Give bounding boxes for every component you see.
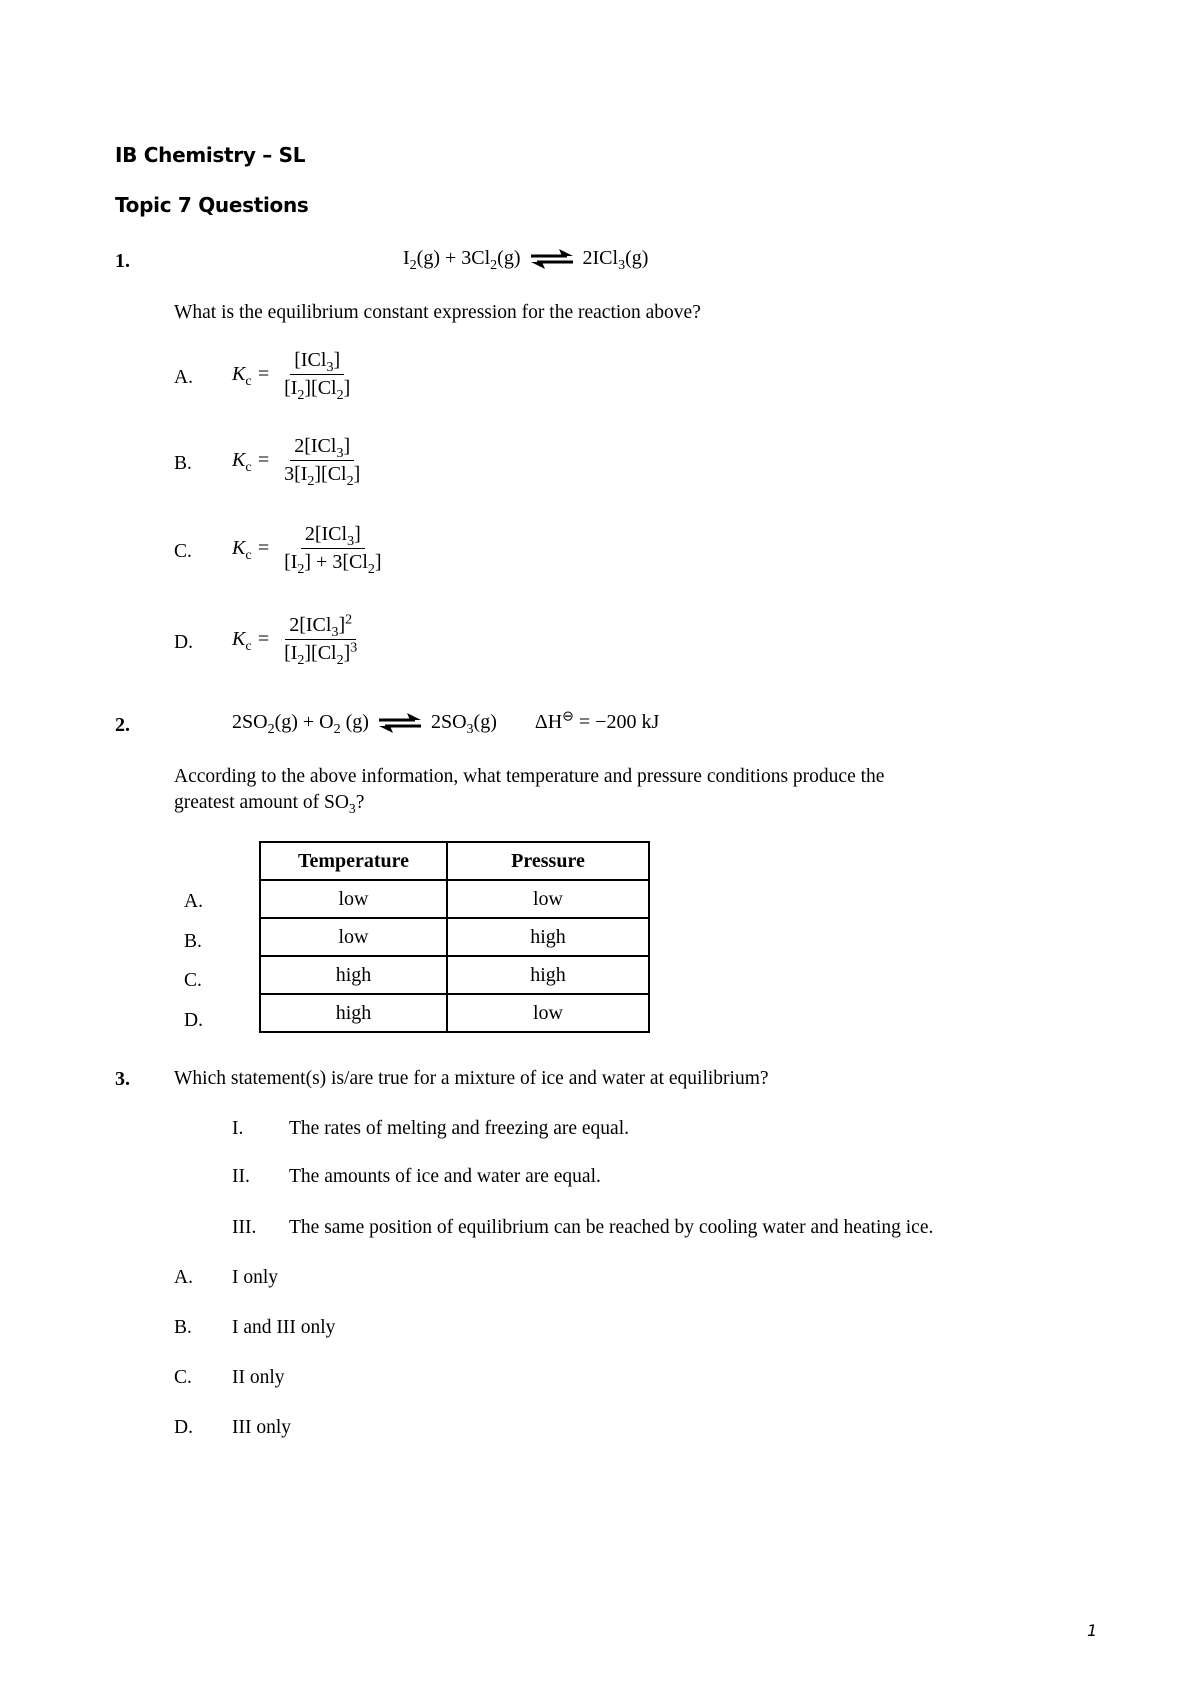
statement-3-text: The same position of equilibrium can be reached by cooling water and heating ice. (289, 1217, 934, 1238)
table-row (260, 880, 649, 918)
fraction-numerator: $2[ICl_3]^2$ (285, 614, 356, 640)
pressure-cell: high (447, 918, 649, 956)
q3-option-c-text: II only (232, 1367, 285, 1388)
table-row (260, 956, 649, 994)
table-row (260, 918, 649, 956)
temperature-header: Temperature (260, 842, 447, 880)
temperature-cell: low (260, 918, 447, 956)
temperature-cell: low (260, 880, 447, 918)
q3-option-b-text: I and III only (232, 1317, 336, 1338)
q2-products: $2SO_3(g)$ (430, 711, 497, 737)
q3-option-d-text: III only (232, 1417, 292, 1438)
table-header-row (260, 842, 649, 880)
pressure-header: Pressure (447, 842, 649, 880)
temperature-cell: high (260, 994, 447, 1032)
kc-fraction (280, 523, 386, 577)
statement-2-text: The amounts of ice and water are equal. (289, 1166, 601, 1187)
q3-option-a-text: I only (232, 1267, 279, 1288)
page-number: 1 (1087, 1621, 1098, 1640)
topic-title: Topic 7 Questions (115, 193, 309, 217)
temperature-cell: high (260, 956, 447, 994)
pressure-cell: low (447, 880, 649, 918)
pressure-cell: high (447, 956, 649, 994)
question-1-number: 1. (115, 250, 130, 272)
q1-option-b-expression (232, 435, 364, 489)
question-2-text-line-1: According to the above information, what temperature and pressure conditions produce the (174, 766, 885, 787)
kc-symbol: $K_c$ = (232, 537, 271, 563)
question-1-text: What is the equilibrium constant expression for the reaction above? (174, 302, 701, 323)
equilibrium-arrow-icon (377, 712, 423, 734)
fraction-denominator: $[I_2][Cl_2]$ (284, 377, 351, 403)
q3-option-b-letter: B. (174, 1317, 192, 1338)
kc-fraction (280, 612, 361, 668)
q1-products: 2ICl$_3$(g) (582, 247, 649, 273)
q2-enthalpy: ΔH⊖ = −200 kJ (534, 709, 660, 733)
q1-option-c-letter: C. (174, 541, 192, 562)
question-2-number: 2. (115, 714, 130, 736)
equilibrium-arrow-icon (529, 248, 575, 270)
statement-1-numeral: I. (232, 1118, 244, 1139)
fraction-numerator: 2[ICl$_3$] (301, 523, 365, 549)
q2-option-b-letter: B. (184, 931, 202, 952)
fraction-numerator: [ICl$_3$] (290, 349, 344, 375)
q1-option-c-expression (232, 523, 386, 577)
q1-option-d-letter: D. (174, 632, 193, 653)
q1-reaction-equation (403, 247, 649, 273)
q2-reactants: $2SO_2(g) + O_2$ (g) (232, 711, 369, 737)
fraction-denominator: $[I_2] + 3[Cl_2]$ (284, 551, 382, 577)
kc-symbol: $K_c$ = (232, 628, 271, 654)
pressure-cell: low (447, 994, 649, 1032)
course-title: IB Chemistry – SL (115, 143, 306, 167)
q2-option-c-letter: C. (184, 970, 202, 991)
fraction-denominator: $3[I_2][Cl_2]$ (284, 463, 361, 489)
q2-option-a-letter: A. (184, 891, 203, 912)
statement-1-text: The rates of melting and freezing are equal. (289, 1118, 630, 1139)
q1-option-b-letter: B. (174, 453, 192, 474)
kc-symbol: $K_c$ = (232, 449, 271, 475)
kc-fraction (280, 349, 354, 403)
q2-conditions-table (259, 841, 650, 1033)
q1-option-a-letter: A. (174, 367, 193, 388)
q3-option-c-letter: C. (174, 1367, 192, 1388)
fraction-denominator: $[I_2][Cl_2]^3$ (284, 640, 358, 668)
kc-symbol: $K_c$ = (232, 363, 271, 389)
q2-option-d-letter: D. (184, 1010, 203, 1031)
question-3-text: Which statement(s) is/are true for a mixture of ice and water at equilibrium? (174, 1068, 769, 1089)
statement-2-numeral: II. (232, 1166, 250, 1187)
q1-option-a-expression (232, 349, 354, 403)
statement-3-numeral: III. (232, 1217, 257, 1238)
q2-reaction-equation (232, 709, 660, 737)
q1-option-d-expression (232, 612, 361, 668)
q3-option-d-letter: D. (174, 1417, 193, 1438)
question-3-number: 3. (115, 1068, 130, 1090)
table-row (260, 994, 649, 1032)
q1-reactants: $I_2(g) + 3Cl_2(g)$ (403, 247, 521, 273)
q3-option-a-letter: A. (174, 1267, 193, 1288)
kc-fraction (280, 435, 364, 489)
question-2-text-line-2: greatest amount of $SO_3$? (174, 792, 365, 816)
fraction-numerator: 2[ICl$_3$] (290, 435, 354, 461)
